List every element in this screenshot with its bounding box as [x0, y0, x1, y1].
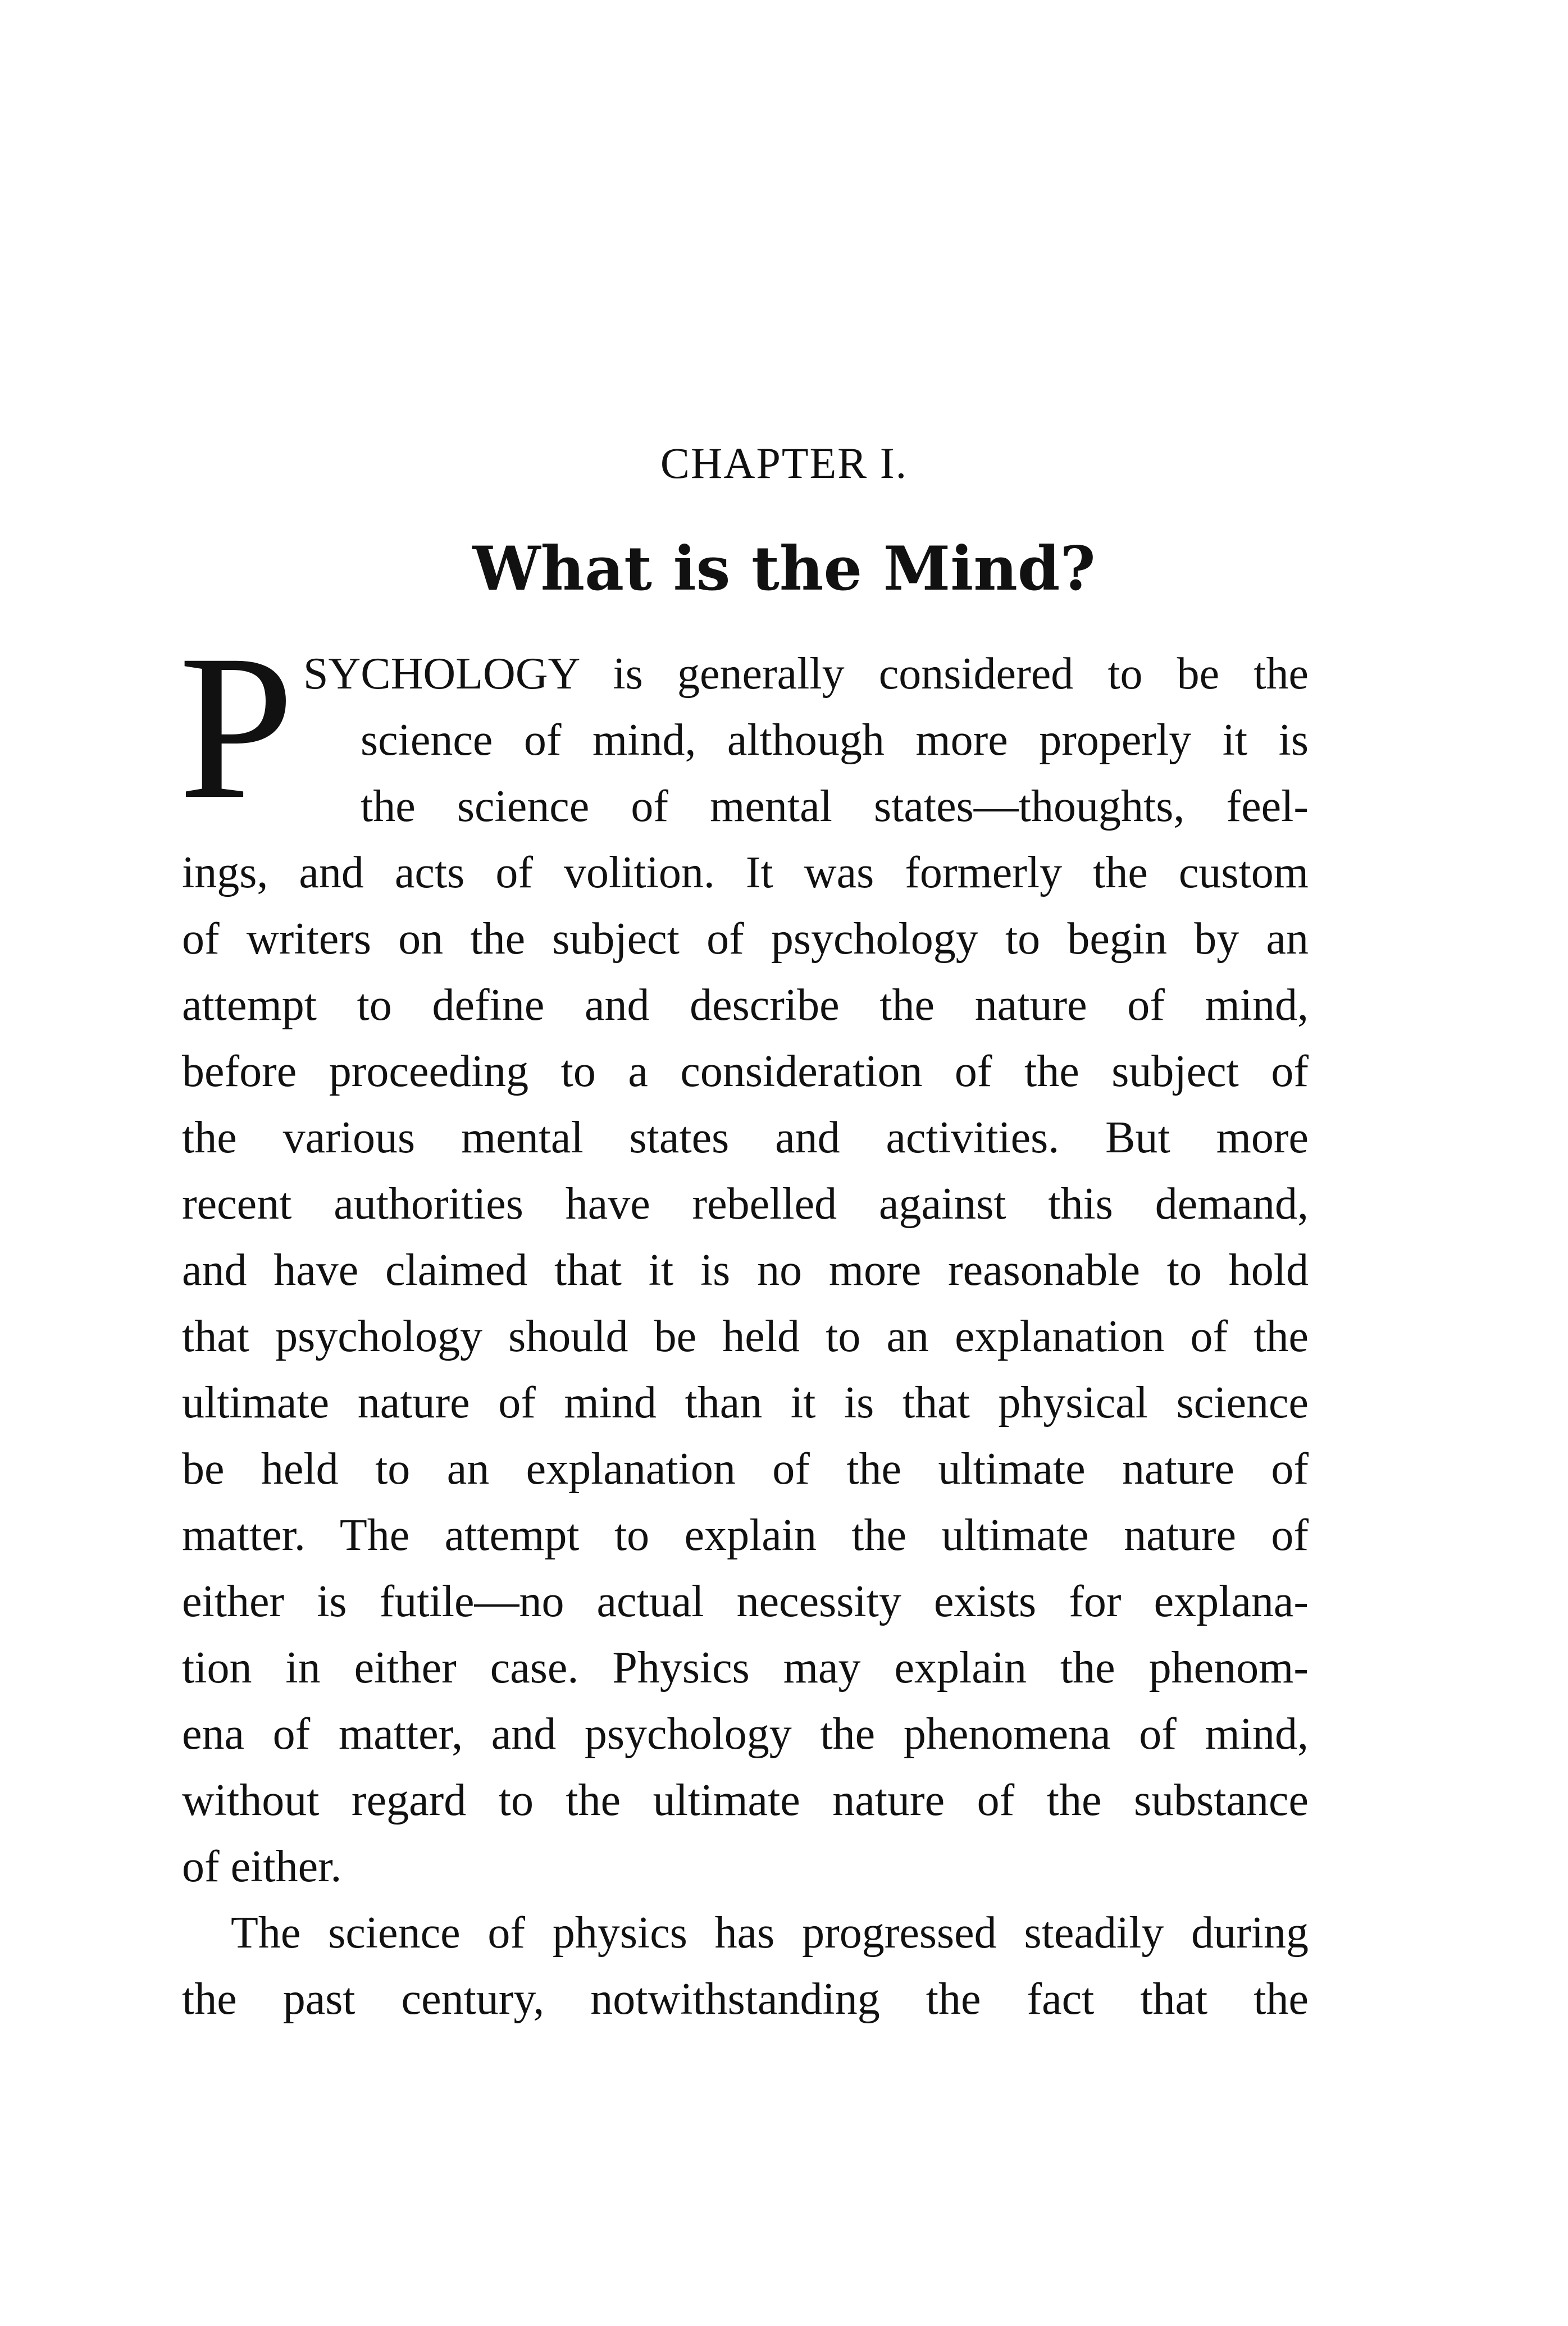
text-line: ultimate nature of mind than it is that physical science [182, 1378, 1309, 1427]
text-line: science of mind, although more properly it is [361, 715, 1309, 765]
drop-cap: P [179, 612, 294, 842]
text-line: the various mental states and activities. But more [182, 1113, 1309, 1162]
text-line: matter. The attempt to explain the ultimate nature of [182, 1511, 1309, 1560]
text-line: of either. [182, 1842, 342, 1891]
text-line: the past century, notwithstanding the fact that the [182, 1974, 1309, 2024]
chapter-title: What is the Mind? [472, 533, 1096, 604]
text-line: ings, and acts of volition. It was formerly the custom [182, 848, 1309, 897]
text-line: tion in either case. Physics may explain the phenom- [182, 1643, 1309, 1693]
text-line: before proceeding to a consideration of the subject of [182, 1047, 1309, 1096]
text-line: without regard to the ultimate nature of the substance [182, 1776, 1309, 1825]
text-line: either is futile—no actual necessity exists for explana- [182, 1577, 1309, 1626]
text-line: ena of matter, and psychology the phenomena of mind, [182, 1709, 1309, 1759]
text-line: and have claimed that it is no more reasonable to hold [182, 1246, 1309, 1295]
text-line: The science of physics has progressed steadily during [231, 1908, 1309, 1958]
text-line: that psychology should be held to an explanation of the [182, 1312, 1309, 1361]
text-line: attempt to define and describe the nature of mind, [182, 980, 1309, 1030]
text-line: recent authorities have rebelled against this demand, [182, 1179, 1309, 1229]
chapter-label: CHAPTER I. [660, 439, 908, 487]
text-line: the science of mental states—thoughts, feel- [361, 782, 1309, 831]
text-line: of writers on the subject of psychology to begin by an [182, 914, 1309, 964]
text-line: be held to an explanation of the ultimate nature of [182, 1444, 1309, 1494]
text-line: SYCHOLOGY is generally considered to be the [303, 649, 1309, 699]
